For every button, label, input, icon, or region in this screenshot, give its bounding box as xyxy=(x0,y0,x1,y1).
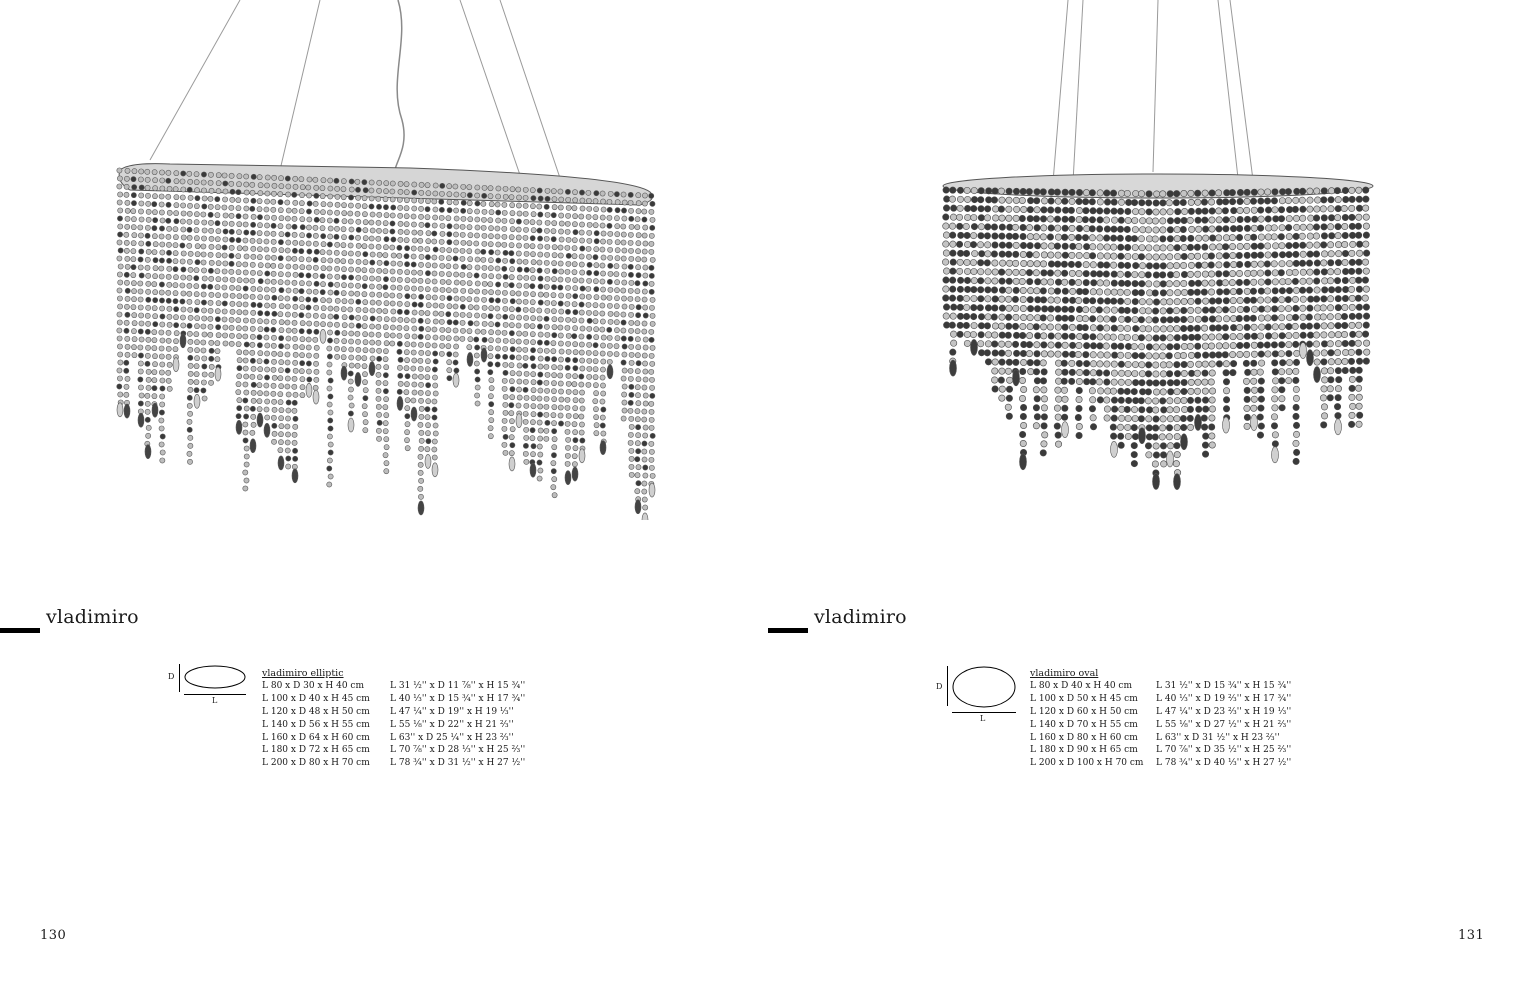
imperial-row: L 63'' x D 31 ½'' x H 23 ⅔'' xyxy=(1156,732,1280,743)
dimension-diagram-oval xyxy=(936,662,1021,722)
imperial-row: L 40 ⅓'' x D 15 ¾'' x H 17 ¾'' xyxy=(390,693,526,704)
metric-row: L 140 x D 70 x H 55 cm xyxy=(1030,719,1138,730)
imperial-row: L 31 ½'' x D 11 ⅞'' x H 15 ¾'' xyxy=(390,681,526,691)
title-bar xyxy=(768,628,808,633)
metric-row: L 120 x D 60 x H 50 cm xyxy=(1030,706,1138,717)
length-label: L xyxy=(212,696,218,705)
chandelier-elliptic-photo xyxy=(110,0,670,520)
oval-shape-icon xyxy=(951,664,1017,710)
chandelier-elliptic-illustration xyxy=(110,0,670,520)
variant-name: vladimiro elliptic xyxy=(262,668,344,679)
metric-row: L 200 x D 80 x H 70 cm xyxy=(262,758,370,769)
metric-row: L 120 x D 48 x H 50 cm xyxy=(262,706,370,717)
metric-row: L 100 x D 40 x H 45 cm xyxy=(262,693,370,704)
metric-column xyxy=(1030,680,1143,770)
depth-label: D xyxy=(168,672,175,681)
specs-table xyxy=(1030,668,1330,778)
imperial-row: L 55 ⅛'' x D 22'' x H 21 ⅔'' xyxy=(390,719,514,730)
title-bar xyxy=(0,628,40,633)
metric-row: L 160 x D 64 x H 60 cm xyxy=(262,732,370,743)
right-page xyxy=(768,0,1535,990)
length-line xyxy=(184,694,246,695)
metric-row: L 200 x D 100 x H 70 cm xyxy=(1030,758,1144,769)
dimension-diagram-elliptic xyxy=(168,660,253,706)
metric-row: L 80 x D 40 x H 40 cm xyxy=(1030,681,1133,691)
metric-row: L 180 x D 72 x H 65 cm xyxy=(262,745,370,756)
length-label: L xyxy=(980,714,986,723)
page-number: 131 xyxy=(1458,928,1485,943)
depth-label: D xyxy=(936,682,943,691)
product-title-row xyxy=(0,606,300,636)
imperial-row: L 70 ⅞'' x D 28 ⅓'' x H 25 ⅔'' xyxy=(390,745,526,756)
metric-column xyxy=(262,680,370,770)
metric-row: L 100 x D 50 x H 45 cm xyxy=(1030,693,1138,704)
imperial-row: L 70 ⅞'' x D 35 ½'' x H 25 ⅔'' xyxy=(1156,745,1292,756)
imperial-row: L 55 ⅛'' x D 27 ½'' x H 21 ⅔'' xyxy=(1156,719,1292,730)
chandelier-oval-illustration xyxy=(938,0,1378,520)
ellipse-shape-icon xyxy=(183,664,247,690)
product-title: vladimiro xyxy=(814,606,907,628)
chandelier-oval-photo xyxy=(938,0,1378,520)
imperial-column xyxy=(390,680,525,770)
length-line xyxy=(952,712,1016,713)
imperial-row: L 47 ¼'' x D 19'' x H 19 ⅓'' xyxy=(390,706,514,717)
imperial-row: L 47 ¼'' x D 23 ⅔'' x H 19 ⅓'' xyxy=(1156,706,1292,717)
metric-row: L 160 x D 80 x H 60 cm xyxy=(1030,732,1138,743)
imperial-row: L 78 ¾'' x D 40 ⅓'' x H 27 ½'' xyxy=(1156,758,1292,769)
depth-line xyxy=(947,666,948,706)
metric-row: L 180 x D 90 x H 65 cm xyxy=(1030,745,1138,756)
imperial-row: L 31 ½'' x D 15 ¾'' x H 15 ¾'' xyxy=(1156,681,1292,691)
imperial-row: L 78 ¾'' x D 31 ½'' x H 27 ½'' xyxy=(390,758,526,769)
left-page xyxy=(0,0,767,990)
metric-row: L 140 x D 56 x H 55 cm xyxy=(262,719,370,730)
imperial-row: L 63'' x D 25 ¼'' x H 23 ⅔'' xyxy=(390,732,514,743)
page-number: 130 xyxy=(40,928,67,943)
depth-line xyxy=(179,664,180,692)
imperial-column xyxy=(1156,680,1291,770)
variant-name: vladimiro oval xyxy=(1030,668,1099,679)
imperial-row: L 40 ⅓'' x D 19 ⅔'' x H 17 ¾'' xyxy=(1156,693,1292,704)
specs-table xyxy=(262,668,562,778)
metric-row: L 80 x D 30 x H 40 cm xyxy=(262,681,365,691)
product-title: vladimiro xyxy=(46,606,139,628)
product-title-row xyxy=(768,606,1068,636)
